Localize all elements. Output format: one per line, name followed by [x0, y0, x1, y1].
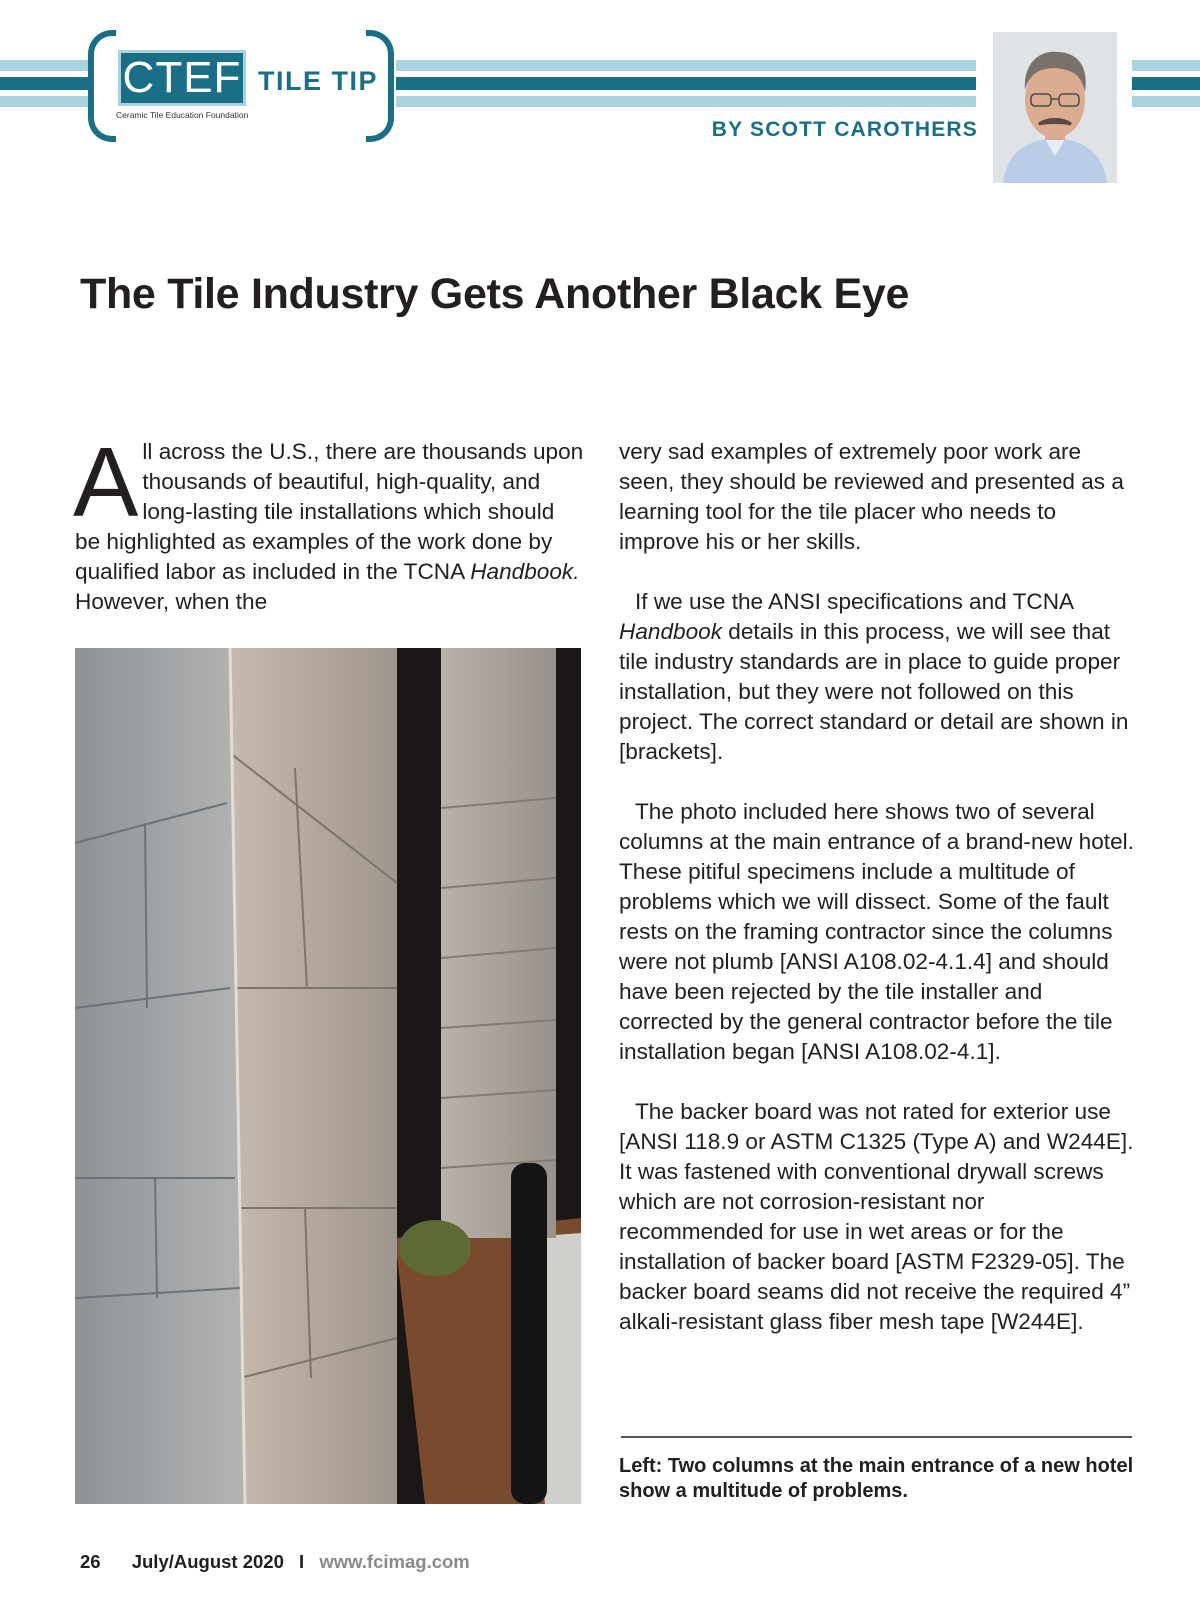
header-band-light-left-2	[0, 96, 90, 107]
columns-photo	[75, 648, 581, 1504]
paragraph-2-text-a: If we use the ANSI specifications and TCNA	[635, 589, 1073, 614]
handbook-italic-2: Handbook	[619, 619, 723, 644]
paragraph-3: The photo included here shows two of several columns at the main entrance of a brand-new hotel. These pitiful specimens include a multitude of problems which we will dissect. Some of the fault rests on the framing contractor since the columns were not plumb [ANSI A108.02-4.1.4] and should have been rejected by the tile installer and corrected by the general contractor before the tile installation began [ANSI A108.02-4.1].	[619, 799, 1134, 1064]
header-band-light-left	[0, 60, 90, 71]
ctef-logo: CTEF	[118, 50, 246, 106]
article-column-right	[619, 437, 1134, 1337]
header-band-light-mid-2	[396, 96, 976, 107]
article-title: The Tile Industry Gets Another Black Eye	[80, 270, 910, 318]
drop-cap: A	[73, 427, 139, 537]
paragraph-1-text-a: ll across the U.S., there are thousands upon thousands of beautiful, high-quality, and long-lasting tile installations which should be highlighted as examples of the work done by qualified labor as included in the TCNA	[75, 439, 584, 584]
page-number: 26	[80, 1551, 101, 1572]
author-headshot	[993, 32, 1117, 183]
page-footer	[80, 1551, 470, 1573]
header-band-dark-left	[0, 77, 90, 90]
footer-separator: I	[299, 1551, 305, 1572]
article-column-left	[73, 427, 585, 617]
header-band-light-right	[1132, 60, 1200, 71]
footer-url[interactable]: www.fcimag.com	[319, 1551, 470, 1572]
handbook-italic: Handbook.	[470, 559, 580, 584]
paragraph-1-text-b: However, when the	[75, 589, 268, 614]
header-band-dark-mid	[396, 77, 976, 90]
photo-caption: Left: Two columns at the main entrance of a new hotel show a multitude of problems.	[619, 1455, 1134, 1502]
byline: BY SCOTT CAROTHERS	[711, 118, 978, 141]
paragraph-2-text-b: details in this process, we will see that tile industry standards are in place to guide proper installation, but they were not followed on this project. The correct standard or detail are shown in [brackets].	[619, 619, 1129, 764]
header-band-dark-right	[1132, 77, 1200, 90]
logo-left-bracket	[88, 30, 116, 142]
paragraph-1	[73, 427, 585, 617]
paragraph-2	[619, 587, 1134, 767]
header-band-light-mid	[396, 60, 976, 71]
issue-date: July/August 2020	[131, 1551, 284, 1572]
paragraph-4: The backer board was not rated for exterior use [ANSI 118.9 or ASTM C1325 (Type A) and W244E]. It was fastened with conventional drywall screws which are not corrosion-resistant nor recommended for use in wet areas or for the installation of backer board [ASTM F2329-05]. The backer board seams did not receive the required 4” alkali-resistant glass fiber mesh tape [W244E].	[619, 1099, 1134, 1334]
paragraph-1-continued: very sad examples of extremely poor work are seen, they should be reviewed and presented as a learning tool for the tile placer who needs to improve his or her skills.	[619, 439, 1124, 554]
header-band-light-right-2	[1132, 96, 1200, 107]
caption-rule	[621, 1436, 1132, 1438]
logo-subtitle: Ceramic Tile Education Foundation	[116, 110, 249, 120]
section-label: TILE TIP	[258, 66, 378, 96]
